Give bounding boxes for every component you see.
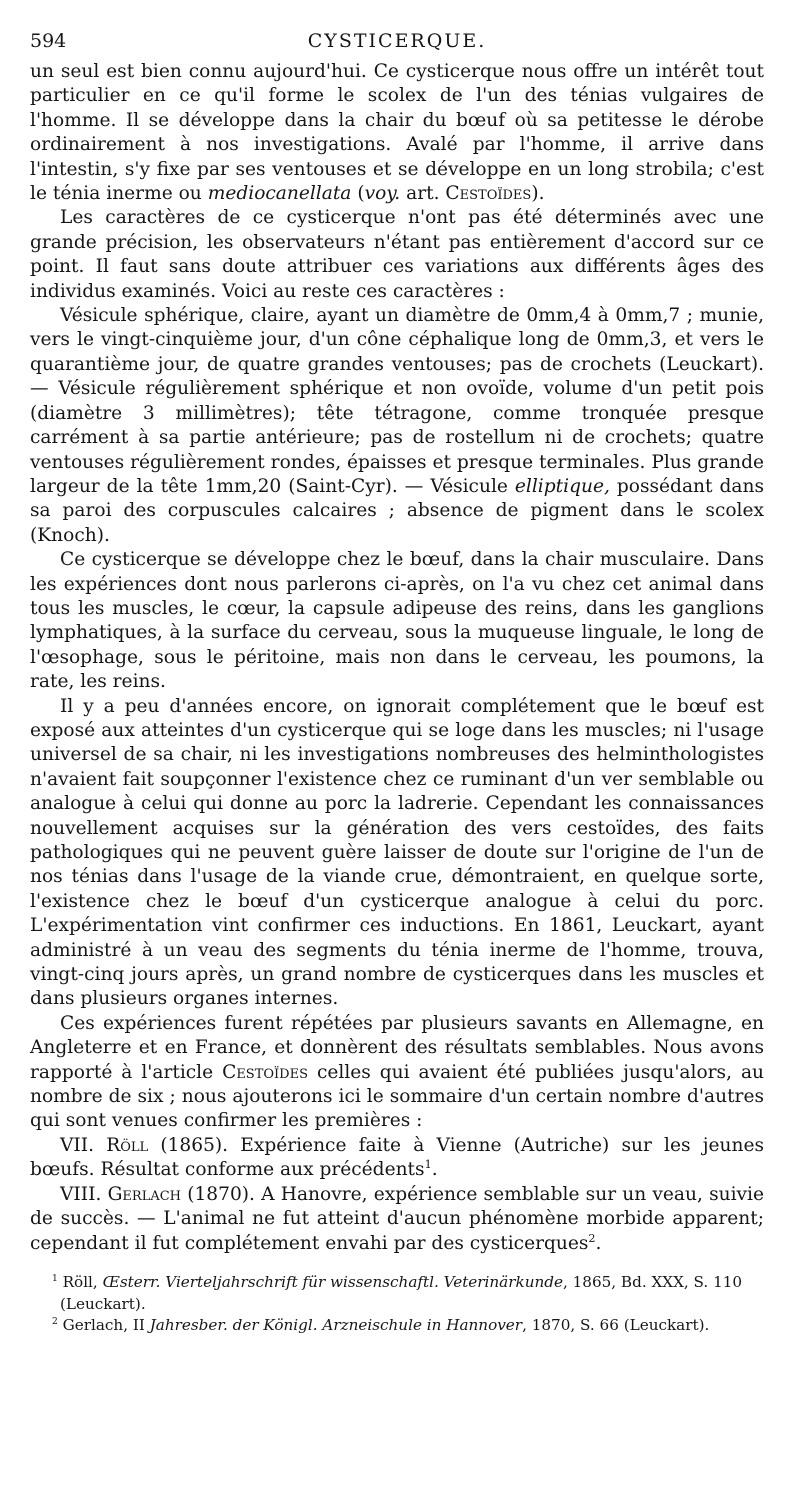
paragraph: Vésicule sphérique, claire, ayant un diamètre de 0mm,4 à 0mm,7 ; munie, vers le vingt-cinquième jour, d'un cône céphalique long de 0mm,3, et vers le quarantième jour, de quatre grandes ventouses; pas de crochets (Leuckart). — Vésicule régulièrement sphérique et non ovoïde, volume d'un petit pois (diamètre 3 millimètres); tête tétragone, comme tronquée presque carrément à sa partie antérieure; pas de rostellum ni de crochets; quatre ventouses régulièrement rondes, épaisses et presque terminales. Plus grande largeur de la tête 1mm,20 (Saint-Cyr). — Vésicule elliptique, possédant dans sa paroi des corpuscules calcaires ; absence de pigment dans le scolex (Knoch). bbox=[30, 305, 764, 546]
body-text bbox=[30, 60, 764, 1256]
experiment-entry: VIII. Gerlach (1870). A Hanovre, expérience semblable sur un veau, suivie de succès. — L'animal ne fut atteint d'aucun phénomène morbide apparent; cependant il fut complétement envahi par des cysticerques$^2$. bbox=[30, 1183, 765, 1254]
page-number: 594 bbox=[30, 30, 67, 52]
paragraph: Les caractères de ce cysticerque n'ont pas été déterminés avec une grande précision, les observateurs n'étant pas entièrement d'accord sur ce point. Il faut sans doute attribuer ces variations aux différents âges des individus examinés. Voici au reste ces caractères : bbox=[30, 207, 764, 302]
footnote-ref[interactable]: 2 bbox=[588, 1231, 596, 1245]
paragraph: Ces expériences furent répétées par plusieurs savants en Allemagne, en Angleterre et en France, et donnèrent des résultats semblables. Nous avons rapporté à l'article Cestoïdes celles qui avaient été publiées jusqu'alors, au nombre de six ; nous ajouterons ici le sommaire d'un certain nombre d'autres qui sont venues confirmer les premières : bbox=[30, 1012, 765, 1132]
paragraph: un seul est bien connu aujourd'hui. Ce cysticerque nous offre un intérêt tout particulier en ce qu'il forme le scolex de l'un des ténias vulgaires de l'homme. Il se développe dans la chair du bœuf où sa petitesse le dérobe ordinairement à nos investigations. Avalé par l'homme, il arrive dans l'intestin, s'y fixe par ses ventouses et se développe en un long strobila; c'est le ténia inerme ou mediocanellata (voy. art. Cestoïdes). bbox=[30, 61, 764, 205]
footnotes bbox=[30, 1272, 764, 1337]
footnote-ref[interactable]: 1 bbox=[424, 1158, 432, 1172]
footnote: $^1$ Röll, Œsterr. Vierteljahrschrift für wissenschaftl. Veterinärkunde, 1865, Bd. XXX, S. 110 (Leuckart). bbox=[52, 1272, 743, 1313]
page-header bbox=[30, 28, 764, 60]
footnote: $^2$ Gerlach, II Jahresber. der Königl. Arzneischule in Hannover, 1870, S. 66 (Leuckart). bbox=[52, 1316, 710, 1335]
paragraph: Il y a peu d'années encore, on ignorait complétement que le bœuf est exposé aux atteintes d'un cysticerque qui se loge dans les muscles; ni l'usage universel de sa chair, ni les investigations nombreuses des helminthologistes n'avaient fait soupçonner l'existence chez ce ruminant d'un ver semblable ou analogue à celui qui donne au porc la ladrerie. Cependant les connaissances nouvellement acquises sur la génération des vers cestoïdes, des faits pathologiques qui ne peuvent guère laisser de doute sur l'origine de l'un de nos ténias dans l'usage de la viande crue, démontraient, en quelque sorte, l'existence chez le bœuf d'un cysticerque analogue à celui du porc. L'expérimentation vint confirmer ces inductions. En 1861, Leuckart, ayant administré à un veau des segments du ténia inerme de l'homme, trouva, vingt-cinq jours après, un grand nombre de cysticerques dans les muscles et dans plusieurs organes internes. bbox=[30, 695, 764, 1010]
page bbox=[30, 28, 764, 1337]
experiment-entry: VII. Röll (1865). Expérience faite à Vienne (Autriche) sur les jeunes bœufs. Résultat conforme aux précédents$^1$. bbox=[30, 1134, 764, 1181]
paragraph: Ce cysticerque se développe chez le bœuf, dans la chair musculaire. Dans les expériences dont nous parlerons ci-après, on l'a vu chez cet animal dans tous les muscles, le cœur, la capsule adipeuse des reins, dans les ganglions lymphatiques, à la surface du cerveau, sous la muqueuse linguale, le long de l'œsophage, sous le péritoine, mais non dans le cerveau, les poumons, la rate, les reins. bbox=[30, 549, 764, 693]
running-title: CYSTICERQUE. bbox=[307, 30, 487, 52]
